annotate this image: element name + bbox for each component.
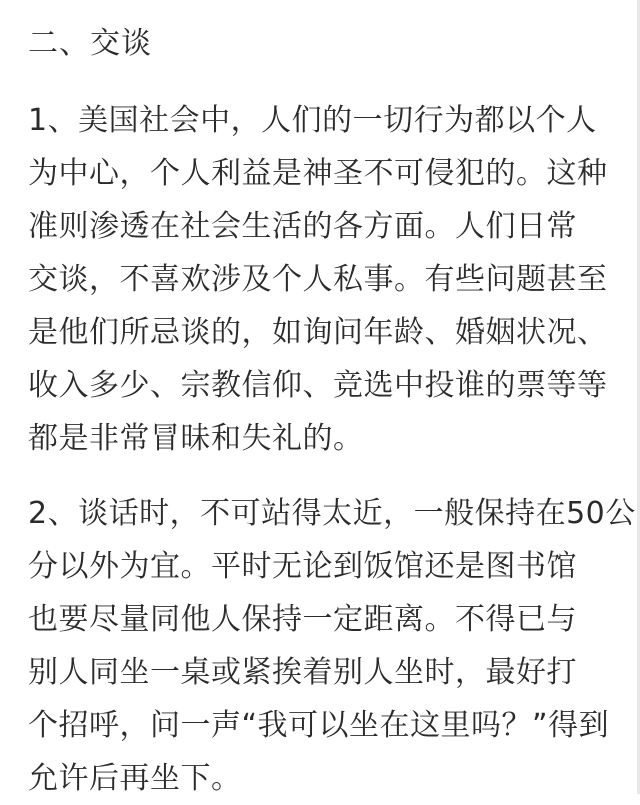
paragraph-line: 个招呼，问一声“我可以坐在这里吗？”得到 [28,708,610,743]
paragraph-line: 交谈，不喜欢涉及个人私事。有些问题甚至 [28,262,608,297]
paragraph-line: 分以外为宜。平时无论到饭馆还是图书馆 [28,549,577,584]
paragraph-line: 别人同坐一桌或紧挨着别人坐时，最好打 [28,655,577,690]
paragraph-line: 允许后再坐下。 [28,761,242,796]
paragraph-1 [28,94,612,465]
paragraph-line: 是他们所忌谈的，如询问年龄、婚姻状况、 [28,315,608,350]
paragraph-2 [28,487,636,805]
paragraph-line: 1、美国社会中，人们的一切行为都以个人 [28,103,597,138]
section-heading: 二、交谈 [28,26,152,61]
paragraph-line: 也要尽量同他人保持一定距离。不得已与 [28,602,577,637]
paragraph-line: 2、谈话时，不可站得太近，一般保持在50公 [28,496,636,531]
paragraph-line: 为中心，个人利益是神圣不可侵犯的。这种 [28,156,608,191]
paragraph-line: 收入多少、宗教信仰、竞选中投谁的票等等 [28,368,608,403]
paragraph-line: 准则渗透在社会生活的各方面。人们日常 [28,209,577,244]
paragraph-line: 都是非常冒昧和失礼的。 [28,421,364,456]
